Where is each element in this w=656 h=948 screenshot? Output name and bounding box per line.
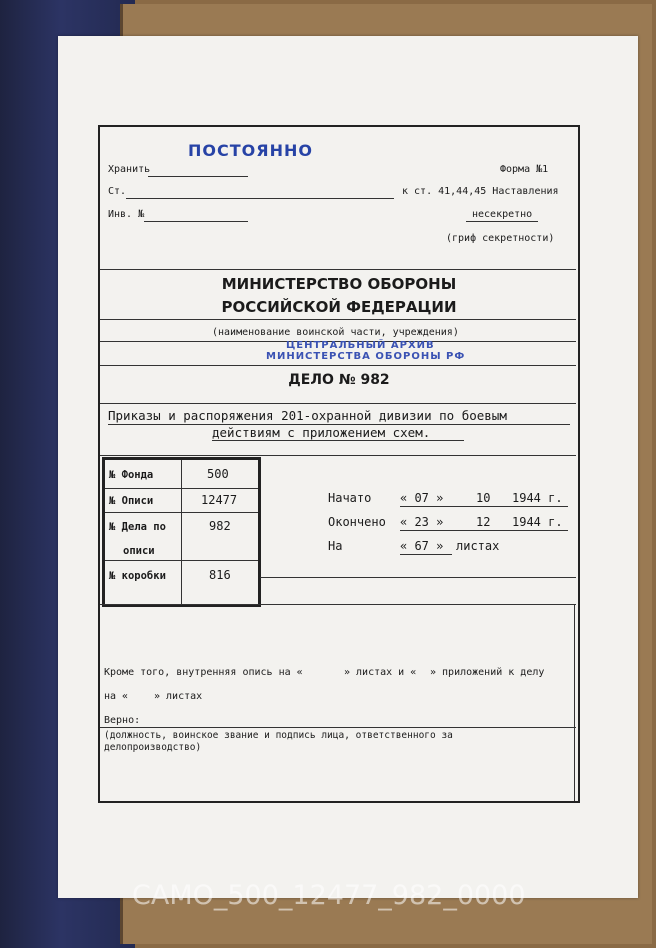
nesekretno-line (466, 221, 538, 222)
case-description-line-2: действиям с приложением схем. (212, 425, 431, 440)
sheets-label: На (328, 539, 343, 553)
k-st-label: к ст. 41,44,45 Наставления (402, 186, 559, 197)
position-caption-2: делопроизводство) (104, 742, 202, 753)
footer-line-2a: на « (104, 691, 129, 702)
archive-watermark: САМО_500_12477_982_0000 (132, 880, 526, 911)
grif-caption: (гриф секретности) (446, 233, 555, 244)
korobka-label: № коробки (109, 570, 166, 582)
sheets-underline (400, 554, 452, 555)
footer-line-1a: Кроме того, внутренняя опись на « (104, 667, 303, 678)
start-month: 10 (476, 491, 491, 505)
fund-table-vdivider (181, 460, 182, 604)
archive-stamp-line-1: ЦЕНТРАЛЬНЫЙ АРХИВ (286, 340, 435, 351)
description-underline-2 (212, 440, 464, 441)
org-caption: (наименование воинской части, учреждения) (212, 327, 459, 338)
nesekretno-label: несекретно (472, 209, 533, 220)
inv-label: Инв. № (108, 209, 145, 220)
end-underline (400, 530, 568, 531)
korobka-value: 816 (209, 568, 231, 582)
fund-table (102, 457, 261, 607)
delo-label-2: описи (123, 545, 155, 557)
end-month: 12 (476, 515, 491, 529)
st-line (126, 198, 394, 199)
fond-label: № Фонда (109, 469, 154, 481)
delo-label-1: № Дела по (109, 521, 166, 533)
end-label: Окончено (328, 515, 386, 529)
verno-line (100, 727, 576, 728)
hranit-line (148, 176, 248, 177)
delo-value: 982 (209, 519, 231, 533)
verno-label: Верно: (104, 715, 141, 726)
position-caption-1: (должность, воинское звание и подпись лица, ответственного за (104, 730, 453, 741)
opis-value: 12477 (201, 493, 238, 507)
archive-form (98, 125, 580, 803)
start-label: Начато (328, 491, 372, 505)
start-day: « 07 » (400, 491, 444, 505)
ministry-line-1: МИНИСТЕРСТВО ОБОРОНЫ (221, 275, 457, 293)
divider-2 (100, 319, 576, 320)
divider-7 (260, 577, 576, 578)
footer-line-2b: » листах (154, 691, 203, 702)
hranit-label: Хранить (108, 164, 151, 175)
case-description-line-1: Приказы и распоряжения 201-охранной дивизии по боевым (108, 408, 507, 423)
divider-6 (100, 455, 576, 456)
footer-line-1c: » приложений к делу (430, 667, 545, 678)
divider-8 (100, 604, 576, 605)
end-day: « 23 » (400, 515, 444, 529)
fund-row-divider-3 (105, 560, 258, 561)
archive-stamp-line-2: МИНИСТЕРСТВА ОБОРОНЫ РФ (266, 351, 466, 362)
stamp-postoyanno: ПОСТОЯННО (188, 141, 313, 160)
fund-row-divider-2 (105, 512, 258, 513)
start-underline (400, 506, 568, 507)
divider-1 (100, 269, 576, 270)
start-year: 1944 г. (512, 491, 563, 505)
fund-row-divider-1 (105, 488, 258, 489)
inv-line (144, 221, 248, 222)
case-title: ДЕЛО № 982 (288, 372, 390, 388)
ministry-line-2: РОССИЙСКОЙ ФЕДЕРАЦИИ (221, 298, 457, 316)
divider-5 (100, 403, 576, 404)
footer-line-1b: » листах и « (344, 667, 417, 678)
sheets-value: « 67 » (400, 539, 444, 553)
sheets-suffix: листах (456, 539, 500, 553)
forma-label: Форма №1 (500, 164, 549, 175)
fond-value: 500 (207, 467, 229, 481)
st-label: Ст. (108, 186, 127, 197)
opis-label: № Описи (109, 495, 154, 507)
footer-right-border (574, 604, 575, 801)
divider-4 (100, 365, 576, 366)
end-year: 1944 г. (512, 515, 563, 529)
